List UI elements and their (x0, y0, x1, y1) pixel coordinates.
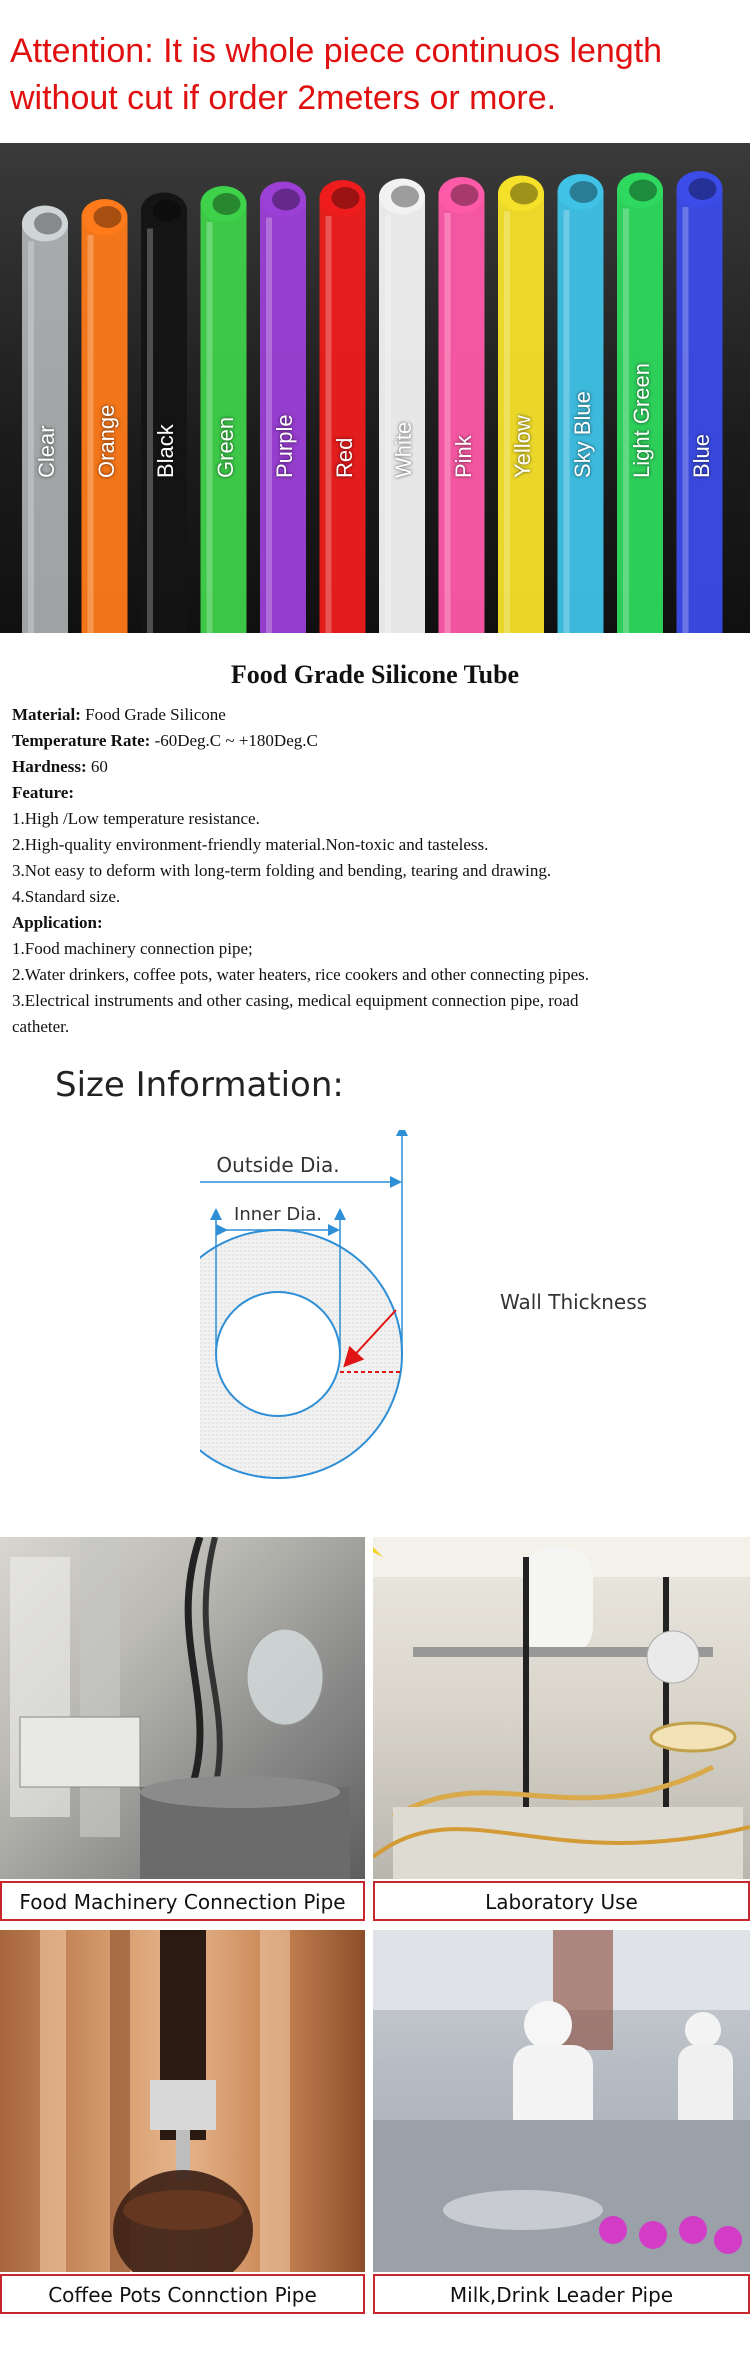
tube-label: Green (212, 416, 238, 478)
application-item: 1.Food machinery connection pipe; (12, 939, 253, 958)
tube-size-diagram (200, 1130, 500, 1520)
application-item: catheter. (12, 1017, 70, 1036)
tube-green (201, 186, 247, 633)
tube-pink (439, 177, 485, 633)
coffee-pot-photo (0, 1930, 365, 2272)
application-item: 3.Electrical instruments and other casing, medical equipment connection pipe, road (12, 991, 579, 1010)
feature-item: 3.Not easy to deform with long-term folding and bending, tearing and drawing. (12, 861, 552, 880)
temperature-value: -60Deg.C ~ +180Deg.C (150, 731, 318, 750)
caption-laboratory: Laboratory Use (373, 1881, 750, 1921)
tube-white (379, 179, 425, 634)
tube-clear (22, 206, 68, 634)
feature-item: 2.High-quality environment-friendly material.Non-toxic and tasteless. (12, 835, 489, 854)
hardness-value: 60 (86, 757, 108, 776)
tube-label: Orange (93, 404, 119, 478)
tube-label: Clear (34, 425, 59, 478)
tube-yellow (498, 176, 544, 634)
application-item: 2.Water drinkers, coffee pots, water heaters, rice cookers and other connecting pipes. (12, 965, 590, 984)
tube-label: Sky Blue (569, 391, 595, 478)
tube-colors-photo (0, 143, 750, 633)
inner-bore-shape (216, 1292, 340, 1416)
tube-label: Blue (688, 433, 714, 478)
wall-thickness-label: Wall Thickness (500, 1290, 648, 1314)
spec-hardness (12, 754, 732, 780)
tube-label: Pink (450, 435, 476, 478)
feature-label: Feature: (12, 783, 74, 802)
hardness-label: Hardness: (12, 757, 87, 776)
food-machinery-photo (0, 1537, 365, 1879)
caption-food-machinery: Food Machinery Connection Pipe (0, 1881, 365, 1921)
feature-item: 4.Standard size. (12, 887, 121, 906)
tube-label: Black (153, 424, 178, 478)
tube-purple (260, 182, 306, 634)
material-value: Food Grade Silicone (80, 705, 226, 724)
temperature-label: Temperature Rate: (12, 731, 151, 750)
feature-item: 1.High /Low temperature resistance. (12, 809, 260, 828)
material-label: Material: (12, 705, 81, 724)
inner-dia-label: Inner Dia. (234, 1204, 322, 1225)
spec-material (12, 702, 732, 728)
attention-notice (10, 28, 740, 122)
tube-label: White (391, 421, 416, 478)
milk-drink-photo (373, 1930, 750, 2272)
tube-label: Purple (272, 414, 297, 478)
tube-red (320, 180, 366, 633)
tube-black (141, 193, 187, 634)
attention-line-2: without cut if order 2meters or more. (10, 79, 557, 117)
feature-list (12, 806, 732, 910)
size-information-heading: Size Information: (55, 1065, 344, 1105)
tube-label: Yellow (510, 415, 535, 478)
product-title: Food Grade Silicone Tube (230, 660, 520, 689)
spec-temperature (12, 728, 732, 754)
caption-milk-drink: Milk,Drink Leader Pipe (373, 2274, 750, 2314)
caption-coffee-pots: Coffee Pots Connction Pipe (0, 2274, 365, 2314)
attention-line-1: Attention: It is whole piece continuos length (10, 32, 663, 70)
tube-label: Light Green (629, 363, 654, 478)
laboratory-photo (373, 1537, 750, 1879)
tube-blue (677, 171, 723, 633)
spec-feature-heading (12, 780, 732, 806)
tube-label: Red (331, 437, 357, 478)
application-list (12, 936, 732, 1040)
application-label: Application: (12, 913, 103, 932)
outside-dia-label: Outside Dia. (216, 1153, 340, 1177)
spec-application-heading (12, 910, 732, 936)
